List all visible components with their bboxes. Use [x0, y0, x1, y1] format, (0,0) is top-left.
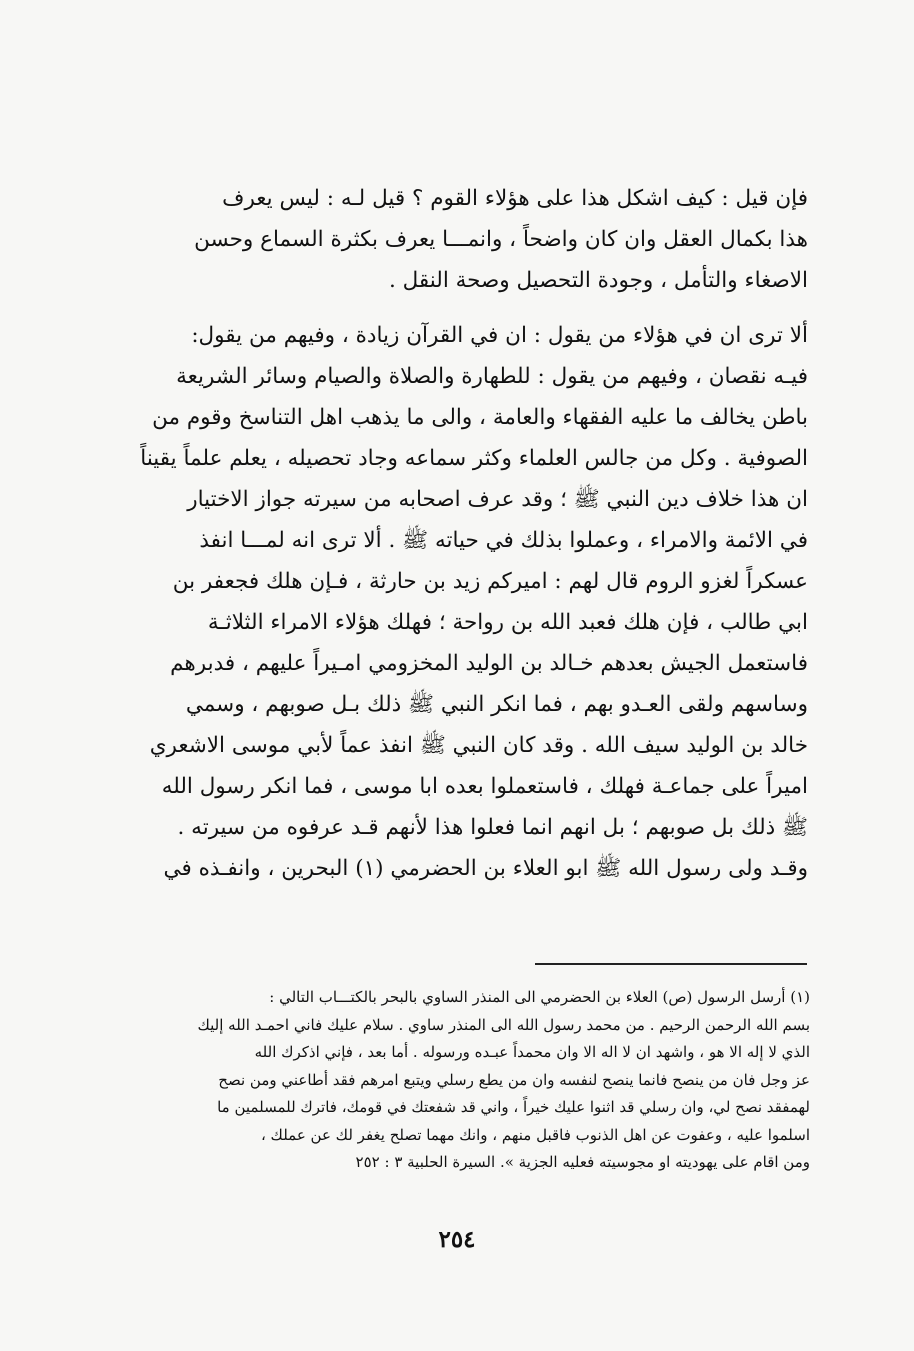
footnote: [128, 984, 810, 1177]
footnote-line: لهمفقد نصح لي، وان رسلي قد اثنوا عليك خيراً ، واني قد شفعتك في قومك، فاترك للمسلمين ما: [217, 1098, 810, 1116]
text-line: فإن قيل : كيف اشكل هذا على هؤلاء القوم ؟ قيل لـه : ليس يعرف: [222, 186, 808, 211]
footnote-line: الذي لا إله الا هو ، واشهد ان لا اله الا وان محمداً عبـده ورسوله . أما بعد ، فإني اذكرك الله: [254, 1043, 810, 1061]
text-line: ألا ترى ان في هؤلاء من يقول : ان في القرآن زيادة ، وفيهم من يقول:: [191, 323, 808, 348]
footnote-line: (١) أرسل الرسول (ص) العلاء بن الحضرمي الى المنذر الساوي بالبحر بالكتـــاب التالي :: [269, 988, 810, 1006]
footnote-line: اسلموا عليه ، وعفوت عن اهل الذنوب فاقبل منهم ، وانك مهما تصلح يغفر لك عن عملك ،: [260, 1125, 810, 1144]
text-line: وساسهم ولقى العـدو بهم ، فما انكر النبي ﷺ ذلك بـل صوبهم ، وسمي: [185, 692, 808, 717]
text-line: باطن يخالف ما عليه الفقهاء والعامة ، والى ما يذهب اهل التناسخ وقوم من: [152, 405, 808, 430]
text-line: الاصغاء والتأمل ، وجودة التحصيل وصحة النقل .: [388, 268, 808, 293]
footnote-line: عز وجل فان من ينصح فانما ينصح لنفسه وان من يطع رسلي ويتبع امرهم فقد أطاعني ومن نصح: [218, 1070, 810, 1089]
page-number: ٢٥٤: [438, 1226, 476, 1253]
text-line: ابي طالب ، فإن هلك فعبد الله بن رواحة ؛ فهلك هؤلاء الامراء الثلاثـة: [207, 610, 808, 635]
text-line: هذا بكمال العقل وان كان واضحاً ، وانمـــا يعرف بكثرة السماع وحسن: [194, 227, 808, 252]
text-line: الصوفية . وكل من جالس العلماء وكثر سماعه وجاد تحصيله ، يعلم علماً يقيناً: [140, 446, 808, 471]
paragraph-1: [128, 178, 808, 301]
text-line: فاستعمل الجيش بعدهم خـالد بن الوليد المخزومي امـيراً عليهم ، فدبرهم: [170, 651, 808, 676]
footnote-divider: [535, 963, 807, 965]
footnote-line: بسم الله الرحمن الرحيم . من محمد رسول الله الى المنذر ساوي . سلام عليك فاني احمـد الله إليك: [197, 1015, 810, 1034]
paragraph-2: [128, 315, 808, 889]
text-line: خالد بن الوليد سيف الله . وقد كان النبي ﷺ انفذ عماً لأبي موسى الاشعري: [149, 733, 808, 758]
main-text: [128, 178, 808, 889]
text-line: في الائمة والامراء ، وعملوا بذلك في حياته ﷺ . ألا ترى انه لمـــا انفذ: [199, 528, 808, 553]
footnote-line: ومن اقام على يهوديته او مجوسيته فعليه الجزية ». السيرة الحلبية ٣ : ٢٥٢: [355, 1153, 810, 1171]
text-line: وقـد ولى رسول الله ﷺ ابو العلاء بن الحضرمي (١) البحرين ، وانفـذه في: [163, 856, 808, 881]
text-line: فيـه نقصان ، وفيهم من يقول : للطهارة والصلاة والصيام وسائر الشريعة: [176, 364, 808, 389]
text-line: ﷺ ذلك بل صوبهم ؛ بل انهم انما فعلوا هذا لأنهم قـد عرفوه من سيرته .: [177, 815, 808, 840]
text-line: اميراً على جماعـة فهلك ، فاستعملوا بعده ابا موسى ، فما انكر رسول الله: [161, 774, 808, 799]
text-line: عسكراً لغزو الروم قال لهم : اميركم زيد بن حارثة ، فـإن هلك فجعفر بن: [172, 569, 808, 594]
text-line: ان هذا خلاف دين النبي ﷺ ؛ وقد عرف اصحابه من سيرته جواز الاختيار: [187, 487, 808, 512]
